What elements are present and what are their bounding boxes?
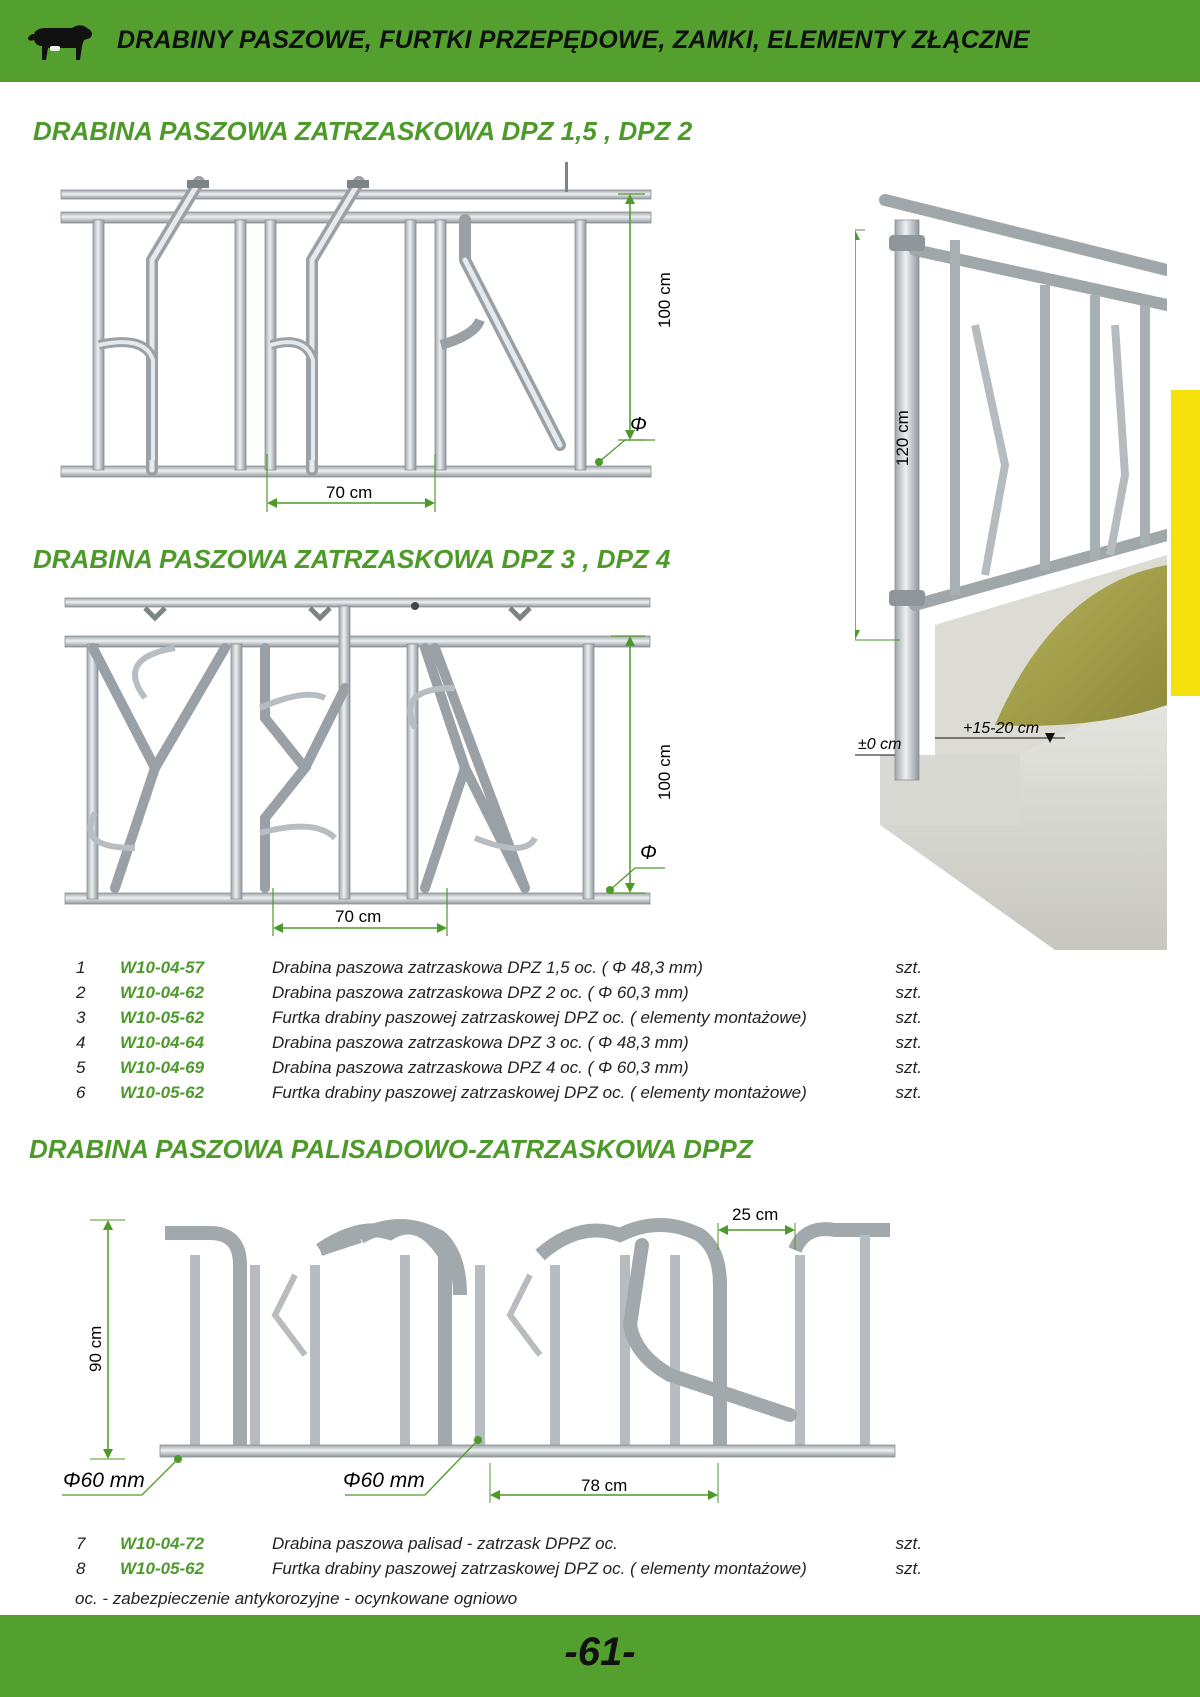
product-unit: szt. bbox=[895, 1083, 922, 1102]
product-row bbox=[62, 1005, 922, 1030]
product-number: 2 bbox=[76, 983, 86, 1002]
cow-icon bbox=[26, 20, 94, 64]
product-row bbox=[62, 1030, 922, 1055]
page-header-title: DRABINY PASZOWE, FURTKI PRZEPĘDOWE, ZAMKI, ELEMENTY ZŁĄCZNE bbox=[117, 26, 1030, 54]
dpz12-width-label: 70 cm bbox=[326, 483, 373, 502]
product-unit: szt. bbox=[895, 1008, 922, 1027]
section-title-dpz34: DRABINA PASZOWA ZATRZASKOWA DPZ 3 , DPZ 4 bbox=[33, 544, 671, 574]
product-number: 8 bbox=[76, 1559, 86, 1578]
product-code: W10-05-62 bbox=[120, 1083, 205, 1102]
product-description: Drabina paszowa palisad - zatrzask DPPZ oc. bbox=[272, 1534, 618, 1553]
dpz12-diagram bbox=[55, 160, 705, 515]
products-table-a bbox=[62, 955, 922, 1105]
product-row bbox=[62, 1080, 922, 1105]
product-unit: szt. bbox=[895, 1033, 922, 1052]
header-bar bbox=[0, 0, 1200, 82]
product-code: W10-04-57 bbox=[120, 958, 205, 977]
dppz-height-label: 90 cm bbox=[86, 1325, 105, 1372]
product-description: Drabina paszowa zatrzaskowa DPZ 1,5 oc. ( Φ 48,3 mm) bbox=[272, 958, 703, 977]
product-row bbox=[62, 955, 922, 980]
dpz34-diameter-label: Φ bbox=[640, 842, 657, 864]
footnote: oc. - zabezpieczenie antykorozyjne - ocynkowane ogniowo bbox=[75, 1589, 518, 1608]
section-title-dpz12: DRABINA PASZOWA ZATRZASKOWA DPZ 1,5 , DPZ 2 bbox=[33, 116, 693, 146]
side-tab bbox=[1171, 390, 1200, 696]
product-number: 1 bbox=[76, 958, 86, 977]
products-table-b bbox=[62, 1531, 922, 1581]
dppz-diagram bbox=[60, 1195, 900, 1515]
product-description: Furtka drabiny paszowej zatrzaskowej DPZ oc. ( elementy montażowe) bbox=[272, 1559, 807, 1578]
dpz12-diameter-label: Φ bbox=[630, 414, 647, 436]
product-code: W10-04-64 bbox=[120, 1033, 205, 1052]
product-description: Drabina paszowa zatrzaskowa DPZ 2 oc. ( Φ 60,3 mm) bbox=[272, 983, 689, 1002]
product-number: 7 bbox=[76, 1534, 86, 1553]
dpz34-height-label: 100 cm bbox=[655, 744, 674, 800]
product-number: 6 bbox=[76, 1083, 86, 1102]
product-number: 3 bbox=[76, 1008, 86, 1027]
product-code: W10-05-62 bbox=[120, 1008, 205, 1027]
product-unit: szt. bbox=[895, 1534, 922, 1553]
product-row bbox=[62, 1055, 922, 1080]
dppz-diameter-left: Φ60 mm bbox=[63, 1469, 145, 1492]
section-title-dppz: DRABINA PASZOWA PALISADOWO-ZATRZASKOWA DPPZ bbox=[29, 1134, 753, 1164]
product-unit: szt. bbox=[895, 1058, 922, 1077]
product-code: W10-04-72 bbox=[120, 1534, 205, 1553]
product-description: Drabina paszowa zatrzaskowa DPZ 3 oc. ( Φ 48,3 mm) bbox=[272, 1033, 689, 1052]
product-unit: szt. bbox=[895, 1559, 922, 1578]
product-number: 5 bbox=[76, 1058, 86, 1077]
product-row bbox=[62, 1556, 922, 1581]
dpz12-height-label: 100 cm bbox=[655, 272, 674, 328]
dpz34-diagram bbox=[55, 588, 705, 938]
product-code: W10-04-62 bbox=[120, 983, 205, 1002]
product-code: W10-05-62 bbox=[120, 1559, 205, 1578]
product-description: Furtka drabiny paszowej zatrzaskowej DPZ oc. ( elementy montażowe) bbox=[272, 1083, 807, 1102]
level-zero-label: ±0 cm bbox=[858, 736, 902, 753]
product-code: W10-04-69 bbox=[120, 1058, 205, 1077]
product-description: Furtka drabiny paszowej zatrzaskowej DPZ oc. ( elementy montażowe) bbox=[272, 1008, 807, 1027]
photo-height-label: 120 cm bbox=[893, 410, 912, 466]
feed-barrier-photo bbox=[855, 185, 1167, 950]
dppz-width-label: 78 cm bbox=[581, 1476, 628, 1495]
dppz-gap-label: 25 cm bbox=[732, 1205, 779, 1224]
product-description: Drabina paszowa zatrzaskowa DPZ 4 oc. ( Φ 60,3 mm) bbox=[272, 1058, 689, 1077]
product-number: 4 bbox=[76, 1033, 86, 1052]
product-unit: szt. bbox=[895, 983, 922, 1002]
dpz34-width-label: 70 cm bbox=[335, 907, 382, 926]
product-row bbox=[62, 980, 922, 1005]
dppz-diameter-mid: Φ60 mm bbox=[343, 1469, 425, 1492]
level-raised-label: +15-20 cm bbox=[963, 720, 1040, 737]
product-unit: szt. bbox=[895, 958, 922, 977]
page-number: -61- bbox=[564, 1630, 636, 1674]
product-row bbox=[62, 1531, 922, 1556]
